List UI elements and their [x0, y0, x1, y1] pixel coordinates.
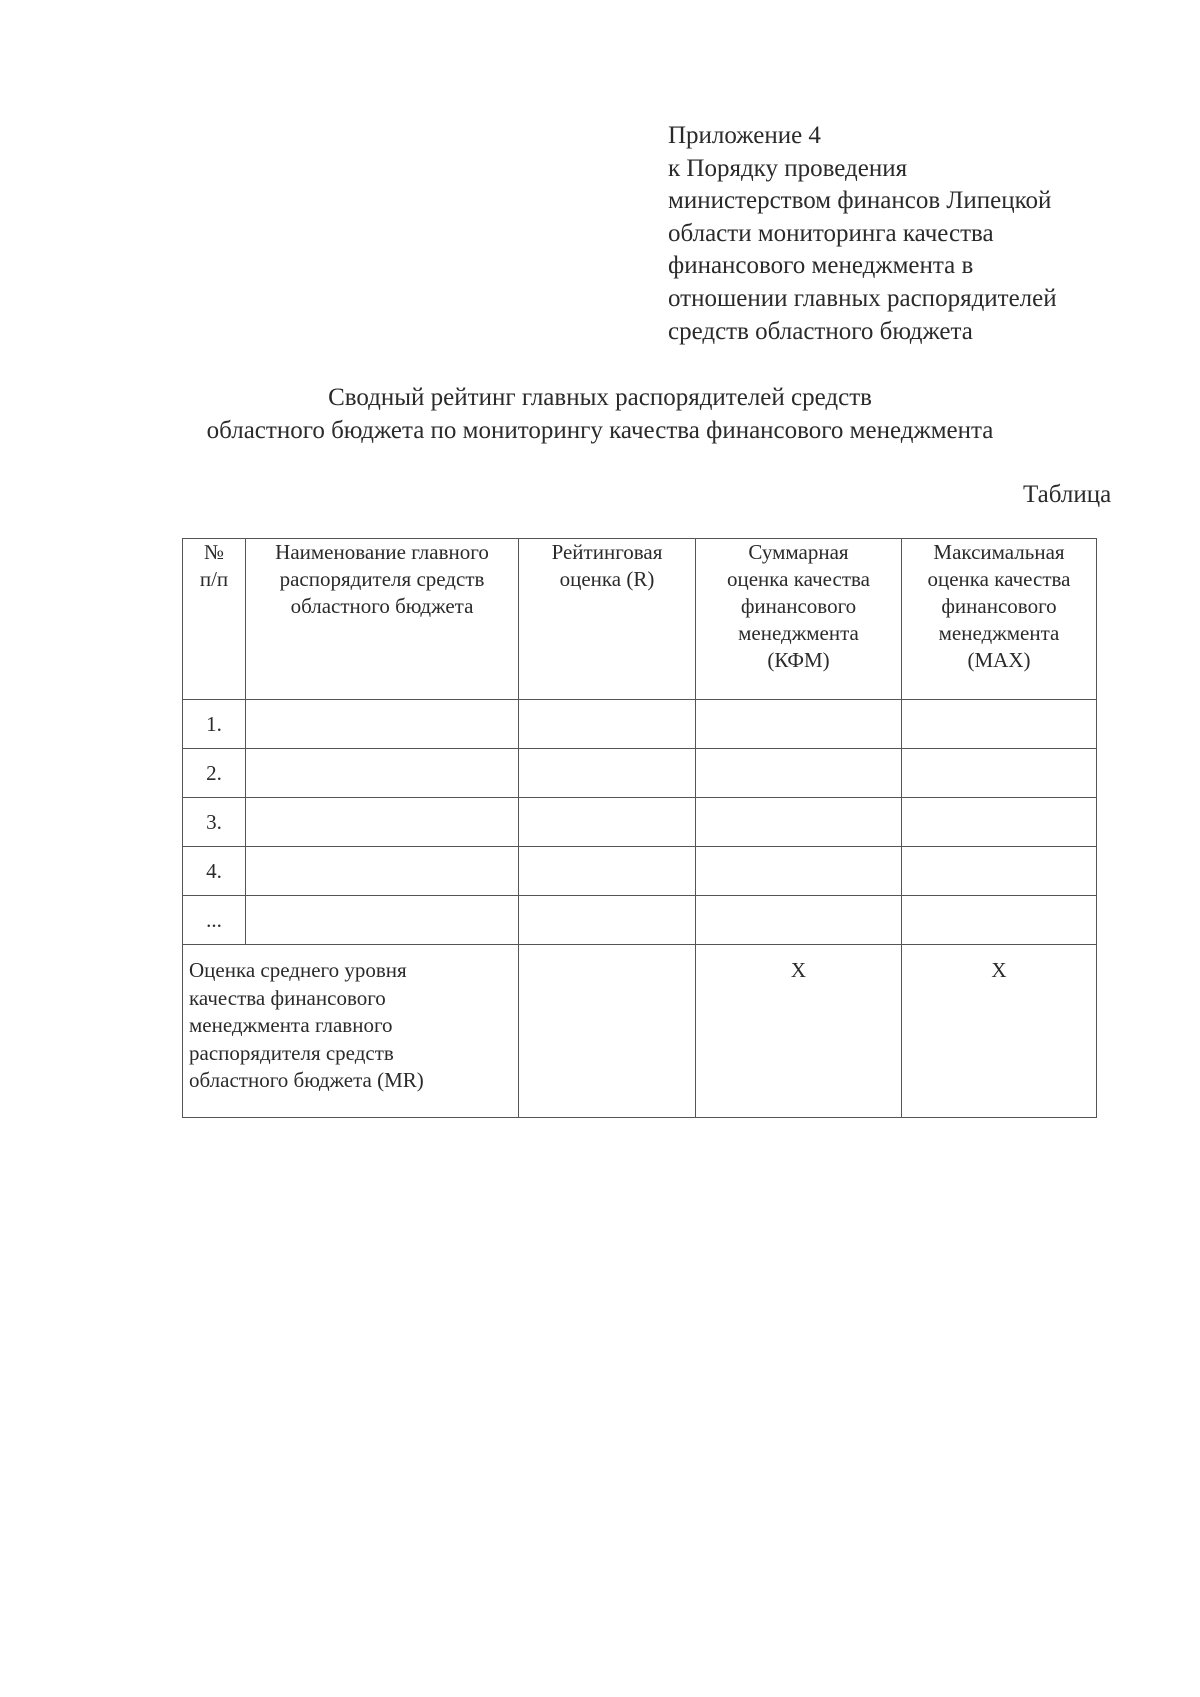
cell-name — [246, 896, 519, 945]
appendix-line: области мониторинга качества — [668, 219, 994, 247]
header-line: менеджмента — [738, 621, 859, 645]
header-line: Рейтинговая — [551, 540, 663, 564]
cell-total — [696, 847, 902, 896]
appendix-line: к Порядку проведения — [668, 154, 908, 182]
cell-total — [696, 798, 902, 847]
header-line: Суммарная — [748, 540, 849, 564]
cell-rating — [519, 798, 696, 847]
table-row — [183, 749, 1097, 798]
header-line: оценка качества — [727, 567, 870, 591]
cell-name — [246, 798, 519, 847]
cell-rating — [519, 749, 696, 798]
row-number: ... — [183, 896, 246, 945]
document-title — [100, 381, 1100, 447]
header-line: оценка (R) — [559, 567, 655, 591]
header-total — [696, 539, 902, 700]
title-line-2: областного бюджета по мониторингу качества финансового менеджмента — [206, 417, 994, 444]
header-number — [183, 539, 246, 700]
title-line-1: Сводный рейтинг главных распорядителей средств — [328, 384, 872, 411]
cell-rating — [519, 847, 696, 896]
row-number: 4. — [183, 847, 246, 896]
appendix-line: Приложение 4 — [668, 122, 821, 149]
rating-table — [182, 538, 1097, 1118]
row-number: 3. — [183, 798, 246, 847]
average-label-line: областного бюджета (MR) — [189, 1068, 424, 1092]
cell-total — [696, 700, 902, 749]
table-label: Таблица — [1023, 481, 1112, 508]
header-line: финансового — [941, 594, 1057, 618]
cell-max — [902, 798, 1097, 847]
table-header-row — [183, 539, 1097, 700]
header-line: Максимальная — [933, 540, 1065, 564]
average-label — [183, 945, 519, 1118]
average-row — [183, 945, 1097, 1118]
average-label-line: Оценка среднего уровня — [189, 958, 407, 982]
cell-max — [902, 749, 1097, 798]
table-row — [183, 896, 1097, 945]
header-line: № — [203, 540, 225, 564]
appendix-line: средств областного бюджета — [668, 317, 973, 345]
header-line: Наименование главного — [275, 540, 489, 564]
cell-name — [246, 847, 519, 896]
average-rating-cell — [519, 945, 696, 1118]
header-line: финансового — [740, 594, 857, 618]
cell-max — [902, 847, 1097, 896]
cell-name — [246, 749, 519, 798]
cell-max — [902, 896, 1097, 945]
appendix-note — [668, 120, 1188, 348]
header-line: менеджмента — [938, 621, 1060, 645]
header-rating — [519, 539, 696, 700]
header-line: распорядителя средств — [279, 567, 485, 591]
header-line: оценка качества — [927, 567, 1071, 591]
table-row — [183, 798, 1097, 847]
average-max-cell: X — [902, 945, 1097, 1118]
average-label-line: менеджмента главного — [189, 1013, 393, 1037]
average-label-line: качества финансового — [189, 985, 386, 1010]
cell-total — [696, 896, 902, 945]
header-line: областного бюджета — [290, 594, 474, 618]
appendix-line: министерством финансов Липецкой — [668, 187, 1052, 215]
header-line: (MAX) — [967, 648, 1031, 672]
average-total-cell: X — [696, 945, 902, 1118]
appendix-line: отношении главных распорядителей — [668, 284, 1057, 312]
header-name — [246, 539, 519, 700]
table-row — [183, 700, 1097, 749]
row-number: 2. — [183, 749, 246, 798]
row-number: 1. — [183, 700, 246, 749]
table-row — [183, 847, 1097, 896]
header-line: (КФМ) — [767, 648, 830, 672]
header-max — [902, 539, 1097, 700]
cell-rating — [519, 896, 696, 945]
cell-max — [902, 700, 1097, 749]
cell-rating — [519, 700, 696, 749]
appendix-line: финансового менеджмента в — [668, 252, 974, 280]
cell-total — [696, 749, 902, 798]
average-label-line: распорядителя средств — [189, 1040, 394, 1065]
cell-name — [246, 700, 519, 749]
header-line: п/п — [199, 567, 229, 591]
